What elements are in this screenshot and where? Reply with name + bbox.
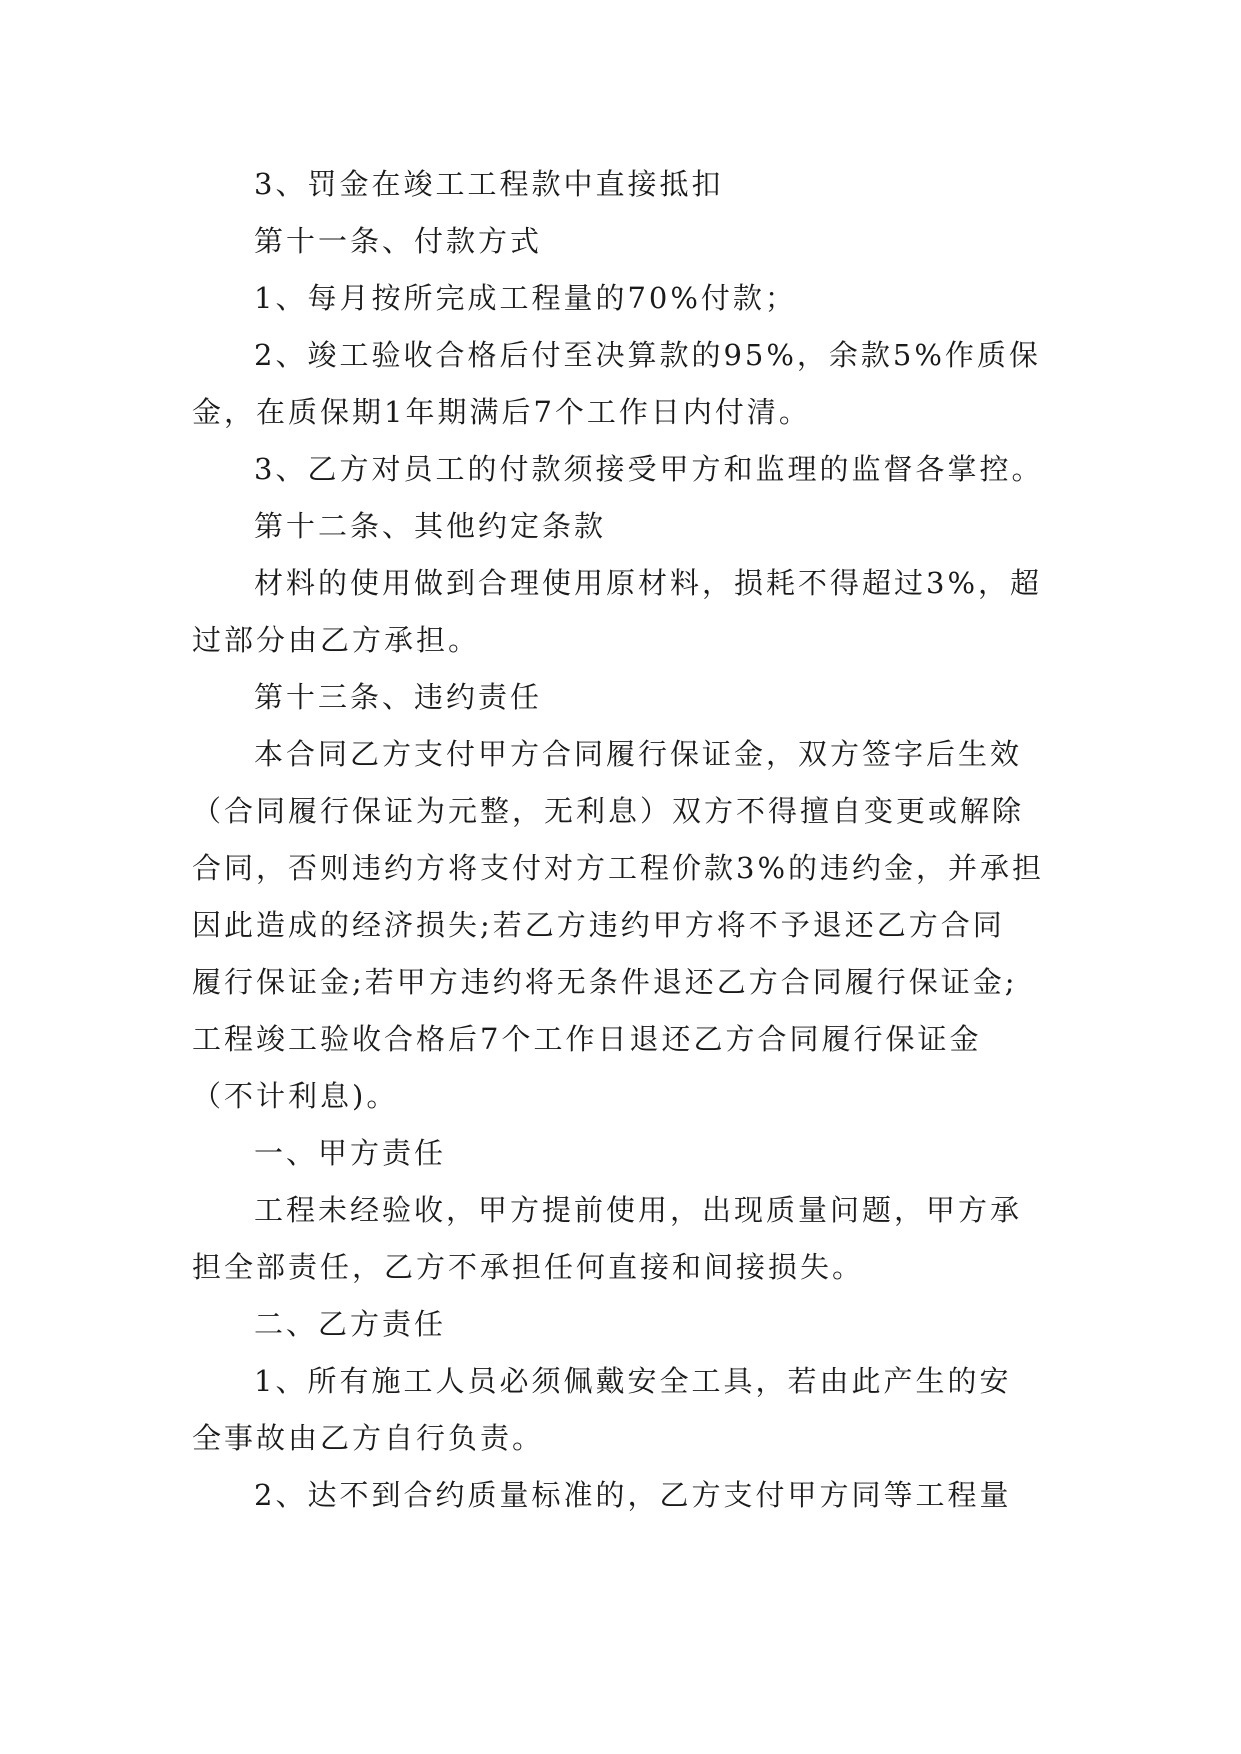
text-line: 2、竣工验收合格后付至决算款的95%，余款5%作质保 [254,338,1041,372]
text-line: 合同，否则违约方将支付对方工程价款3%的违约金，并承担 [192,851,1045,885]
text-line: 3、罚金在竣工工程款中直接抵扣 [254,167,724,201]
text-line: 因此造成的经济损失;若乙方违约甲方将不予退还乙方合同 [192,908,1005,942]
section-heading: 第十一条、付款方式 [254,224,543,258]
text-line: 材料的使用做到合理使用原材料，损耗不得超过3%，超 [254,566,1043,600]
subsection-heading: 二、乙方责任 [254,1307,447,1341]
text-line: 本合同乙方支付甲方合同履行保证金，双方签字后生效 [254,737,1023,771]
text-line: 1、所有施工人员必须佩戴安全工具，若由此产生的安 [254,1364,1012,1398]
subsection-heading: 一、甲方责任 [254,1136,447,1170]
text-line: 金，在质保期1年期满后7个工作日内付清。 [192,395,811,429]
text-line: 3、乙方对员工的付款须接受甲方和监理的监督各掌控。 [254,452,1044,486]
text-line: 过部分由乙方承担。 [192,623,481,657]
text-line: 2、达不到合约质量标准的，乙方支付甲方同等工程量 [254,1478,1012,1512]
section-heading: 第十二条、其他约定条款 [254,509,607,543]
text-line: 担全部责任，乙方不承担任何直接和间接损失。 [192,1250,865,1284]
text-line: 工程未经验收，甲方提前使用，出现质量问题，甲方承 [254,1193,1023,1227]
text-line: 1、每月按所完成工程量的70%付款； [254,281,797,315]
section-heading: 第十三条、违约责任 [254,680,543,714]
text-line: 全事故由乙方自行负责。 [192,1421,545,1455]
text-line: （不计利息)。 [192,1079,399,1113]
text-line: 工程竣工验收合格后7个工作日退还乙方合同履行保证金 [192,1022,982,1056]
text-line: 履行保证金;若甲方违约将无条件退还乙方合同履行保证金; [192,965,1018,999]
text-line: （合同履行保证为元整，无利息）双方不得擅自变更或解除 [192,794,1025,828]
